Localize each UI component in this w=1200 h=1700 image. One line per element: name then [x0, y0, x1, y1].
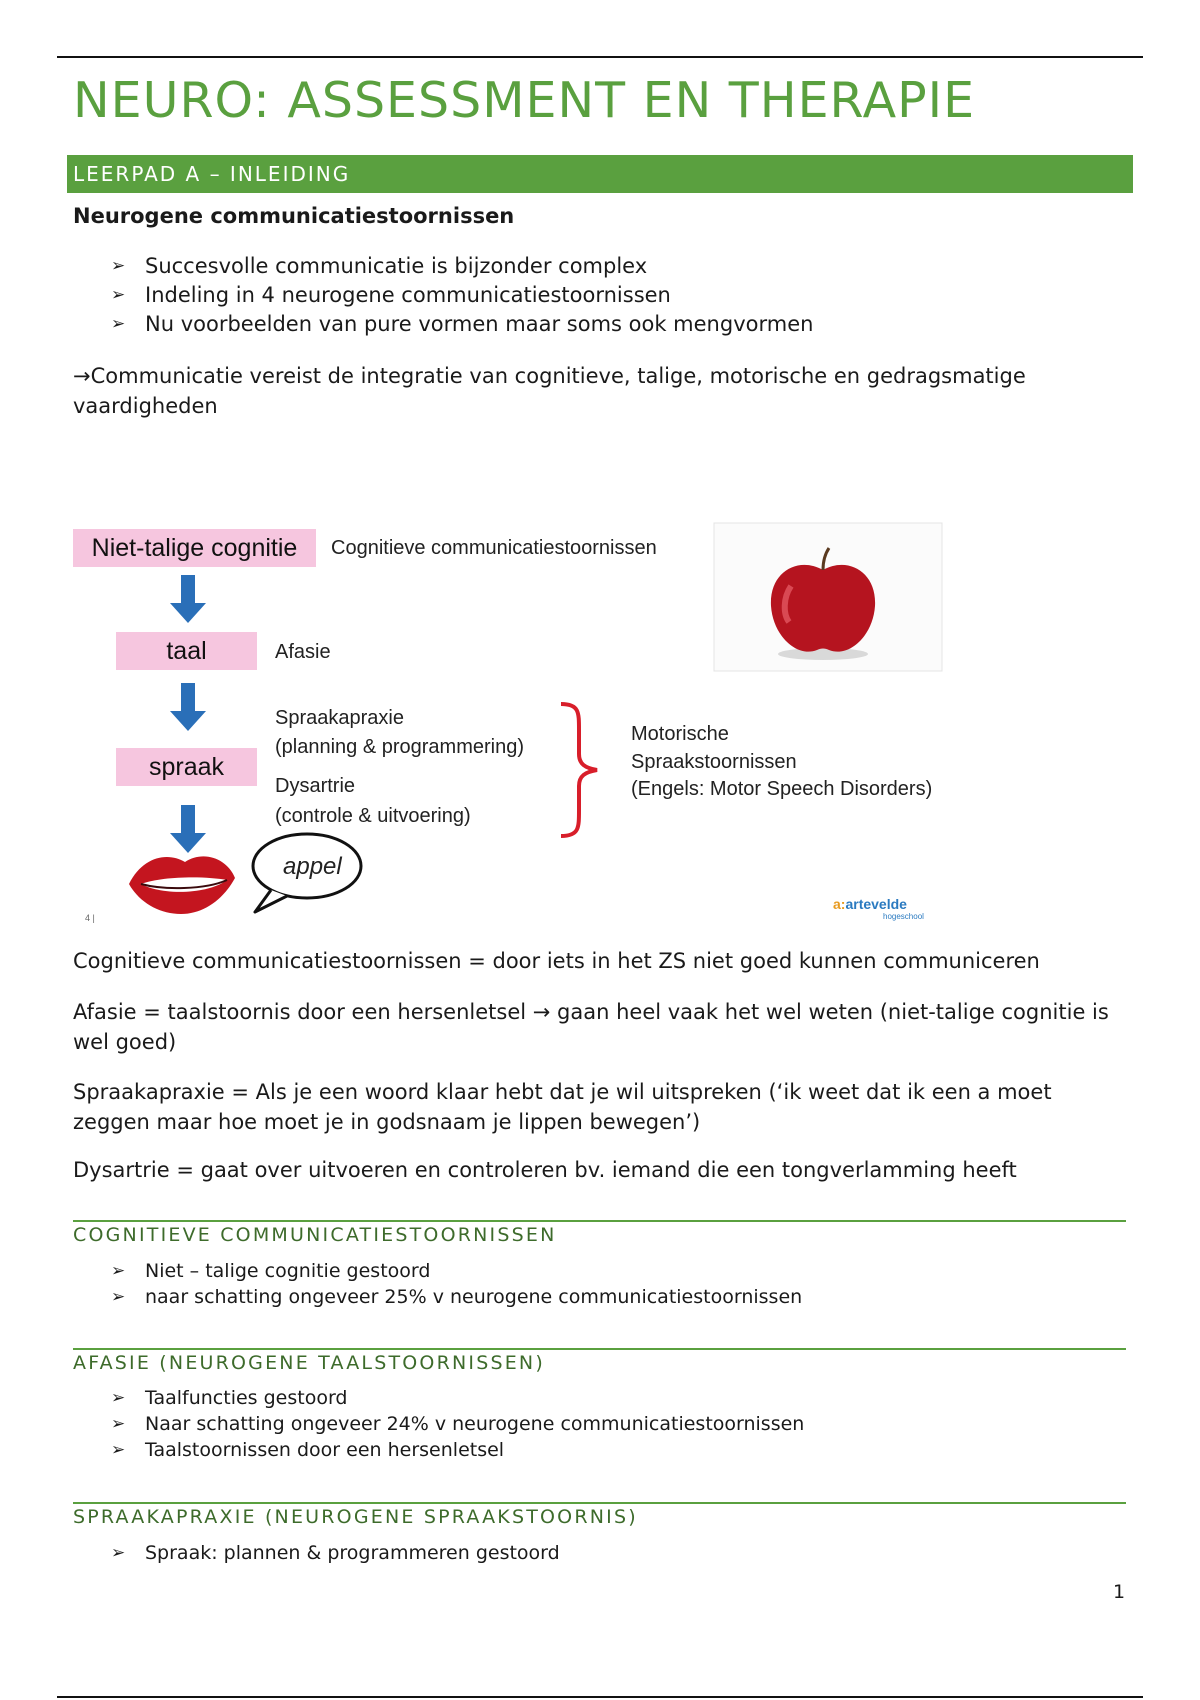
subheading: Neurogene communicatiestoornissen	[73, 204, 515, 228]
heading-afasie: AFASIE (NEUROGENE TAALSTOORNISSEN)	[73, 1352, 545, 1374]
arrow-bullet-icon: ➢	[111, 1261, 126, 1281]
label-motor-speech-disorders: (Engels: Motor Speech Disorders)	[631, 778, 933, 800]
bottom-rule	[57, 1696, 1143, 1698]
section-divider	[73, 1348, 1126, 1350]
curly-brace-icon	[553, 700, 603, 840]
apple-image	[713, 522, 943, 672]
artevelde-logo-sub: hogeschool	[883, 912, 924, 921]
list-item: ➢ Taalstoornissen door een hersenletsel	[111, 1439, 505, 1461]
intro-list	[111, 252, 813, 339]
artevelde-logo: a:artevelde	[833, 896, 907, 912]
list-item: ➢ Taalfuncties gestoord	[111, 1387, 348, 1409]
heading-cognitieve: COGNITIEVE COMMUNICATIESTOORNISSEN	[73, 1224, 557, 1246]
page-number: 1	[1113, 1581, 1126, 1603]
afasie-list	[111, 1385, 804, 1463]
definition-cognitief: Cognitieve communicatiestoornissen = door iets in het ZS niet goed kunnen communiceren	[73, 949, 1040, 973]
arrow-bullet-icon: ➢	[111, 1388, 126, 1408]
definition-dysartrie: Dysartrie = gaat over uitvoeren en controleren bv. iemand die een tongverlamming heeft	[73, 1158, 1017, 1182]
down-arrow-icon	[168, 575, 208, 625]
communication-diagram	[73, 442, 953, 922]
cognitieve-list	[111, 1258, 802, 1310]
list-item: ➢ Nu voorbeelden van pure vormen maar soms ook mengvormen	[111, 310, 813, 339]
section-divider	[73, 1502, 1126, 1504]
list-item: ➢ Niet – talige cognitie gestoord	[111, 1260, 431, 1282]
speech-bubble-text: appel	[283, 853, 342, 880]
label-dysartrie-detail: (controle & uitvoering)	[275, 805, 471, 827]
list-item: ➢ Indeling in 4 neurogene communicatiestoornissen	[111, 281, 813, 310]
definition-afasie: Afasie = taalstoornis door een hersenletsel → gaan heel vaak het wel weten (niet-talige cognitie is wel goed)	[73, 1000, 1109, 1054]
label-spraakstoornissen: Spraakstoornissen	[631, 751, 797, 773]
label-spraakapraxie-detail: (planning & programmering)	[275, 736, 525, 758]
arrow-bullet-icon: ➢	[111, 1543, 126, 1563]
label-afasie: Afasie	[275, 641, 331, 663]
document-page	[73, 72, 1133, 1564]
list-item: ➢ Spraak: plannen & programmeren gestoord	[111, 1542, 560, 1564]
list-item: ➢ Naar schatting ongeveer 24% v neurogene communicatiestoornissen	[111, 1413, 805, 1435]
arrow-bullet-icon: ➢	[111, 314, 126, 334]
slide-number: 4 |	[85, 913, 95, 923]
arrow-bullet-icon: ➢	[111, 256, 126, 276]
integration-paragraph: →Communicatie vereist de integratie van cognitieve, talige, motorische en gedragsmatige vaardigheden	[73, 364, 1026, 418]
arrow-bullet-icon: ➢	[111, 1440, 126, 1460]
document-title: NEURO: ASSESSMENT EN THERAPIE	[73, 72, 976, 129]
section-bar: LEERPAD A – INLEIDING	[67, 155, 1133, 193]
arrow-bullet-icon: ➢	[111, 1287, 126, 1307]
label-spraakapraxie: Spraakapraxie	[275, 707, 404, 729]
list-item: ➢ naar schatting ongeveer 25% v neurogene communicatiestoornissen	[111, 1286, 803, 1308]
arrow-bullet-icon: ➢	[111, 1414, 126, 1434]
box-taal: taal	[116, 632, 257, 670]
label-cognitive: Cognitieve communicatiestoornissen	[331, 537, 657, 559]
label-dysartrie: Dysartrie	[275, 775, 356, 797]
heading-spraakapraxie: SPRAAKAPRAXIE (NEUROGENE SPRAAKSTOORNIS)	[73, 1506, 638, 1528]
section-divider	[73, 1220, 1126, 1222]
down-arrow-icon	[168, 683, 208, 733]
mouth-image	[123, 842, 243, 932]
top-rule	[57, 56, 1143, 58]
definition-spraakapraxie: Spraakapraxie = Als je een woord klaar hebt dat je wil uitspreken (‘ik weet dat ik een a moet zeggen maar hoe moet je in godsnaam je lippen bewegen’)	[73, 1080, 1052, 1134]
label-motorische: Motorische	[631, 723, 729, 745]
arrow-bullet-icon: ➢	[111, 285, 126, 305]
box-spraak: spraak	[116, 748, 257, 786]
spraakapraxie-list	[111, 1540, 560, 1566]
list-item: ➢ Succesvolle communicatie is bijzonder complex	[111, 252, 813, 281]
box-niet-talige-cognitie: Niet-talige cognitie	[73, 529, 316, 567]
